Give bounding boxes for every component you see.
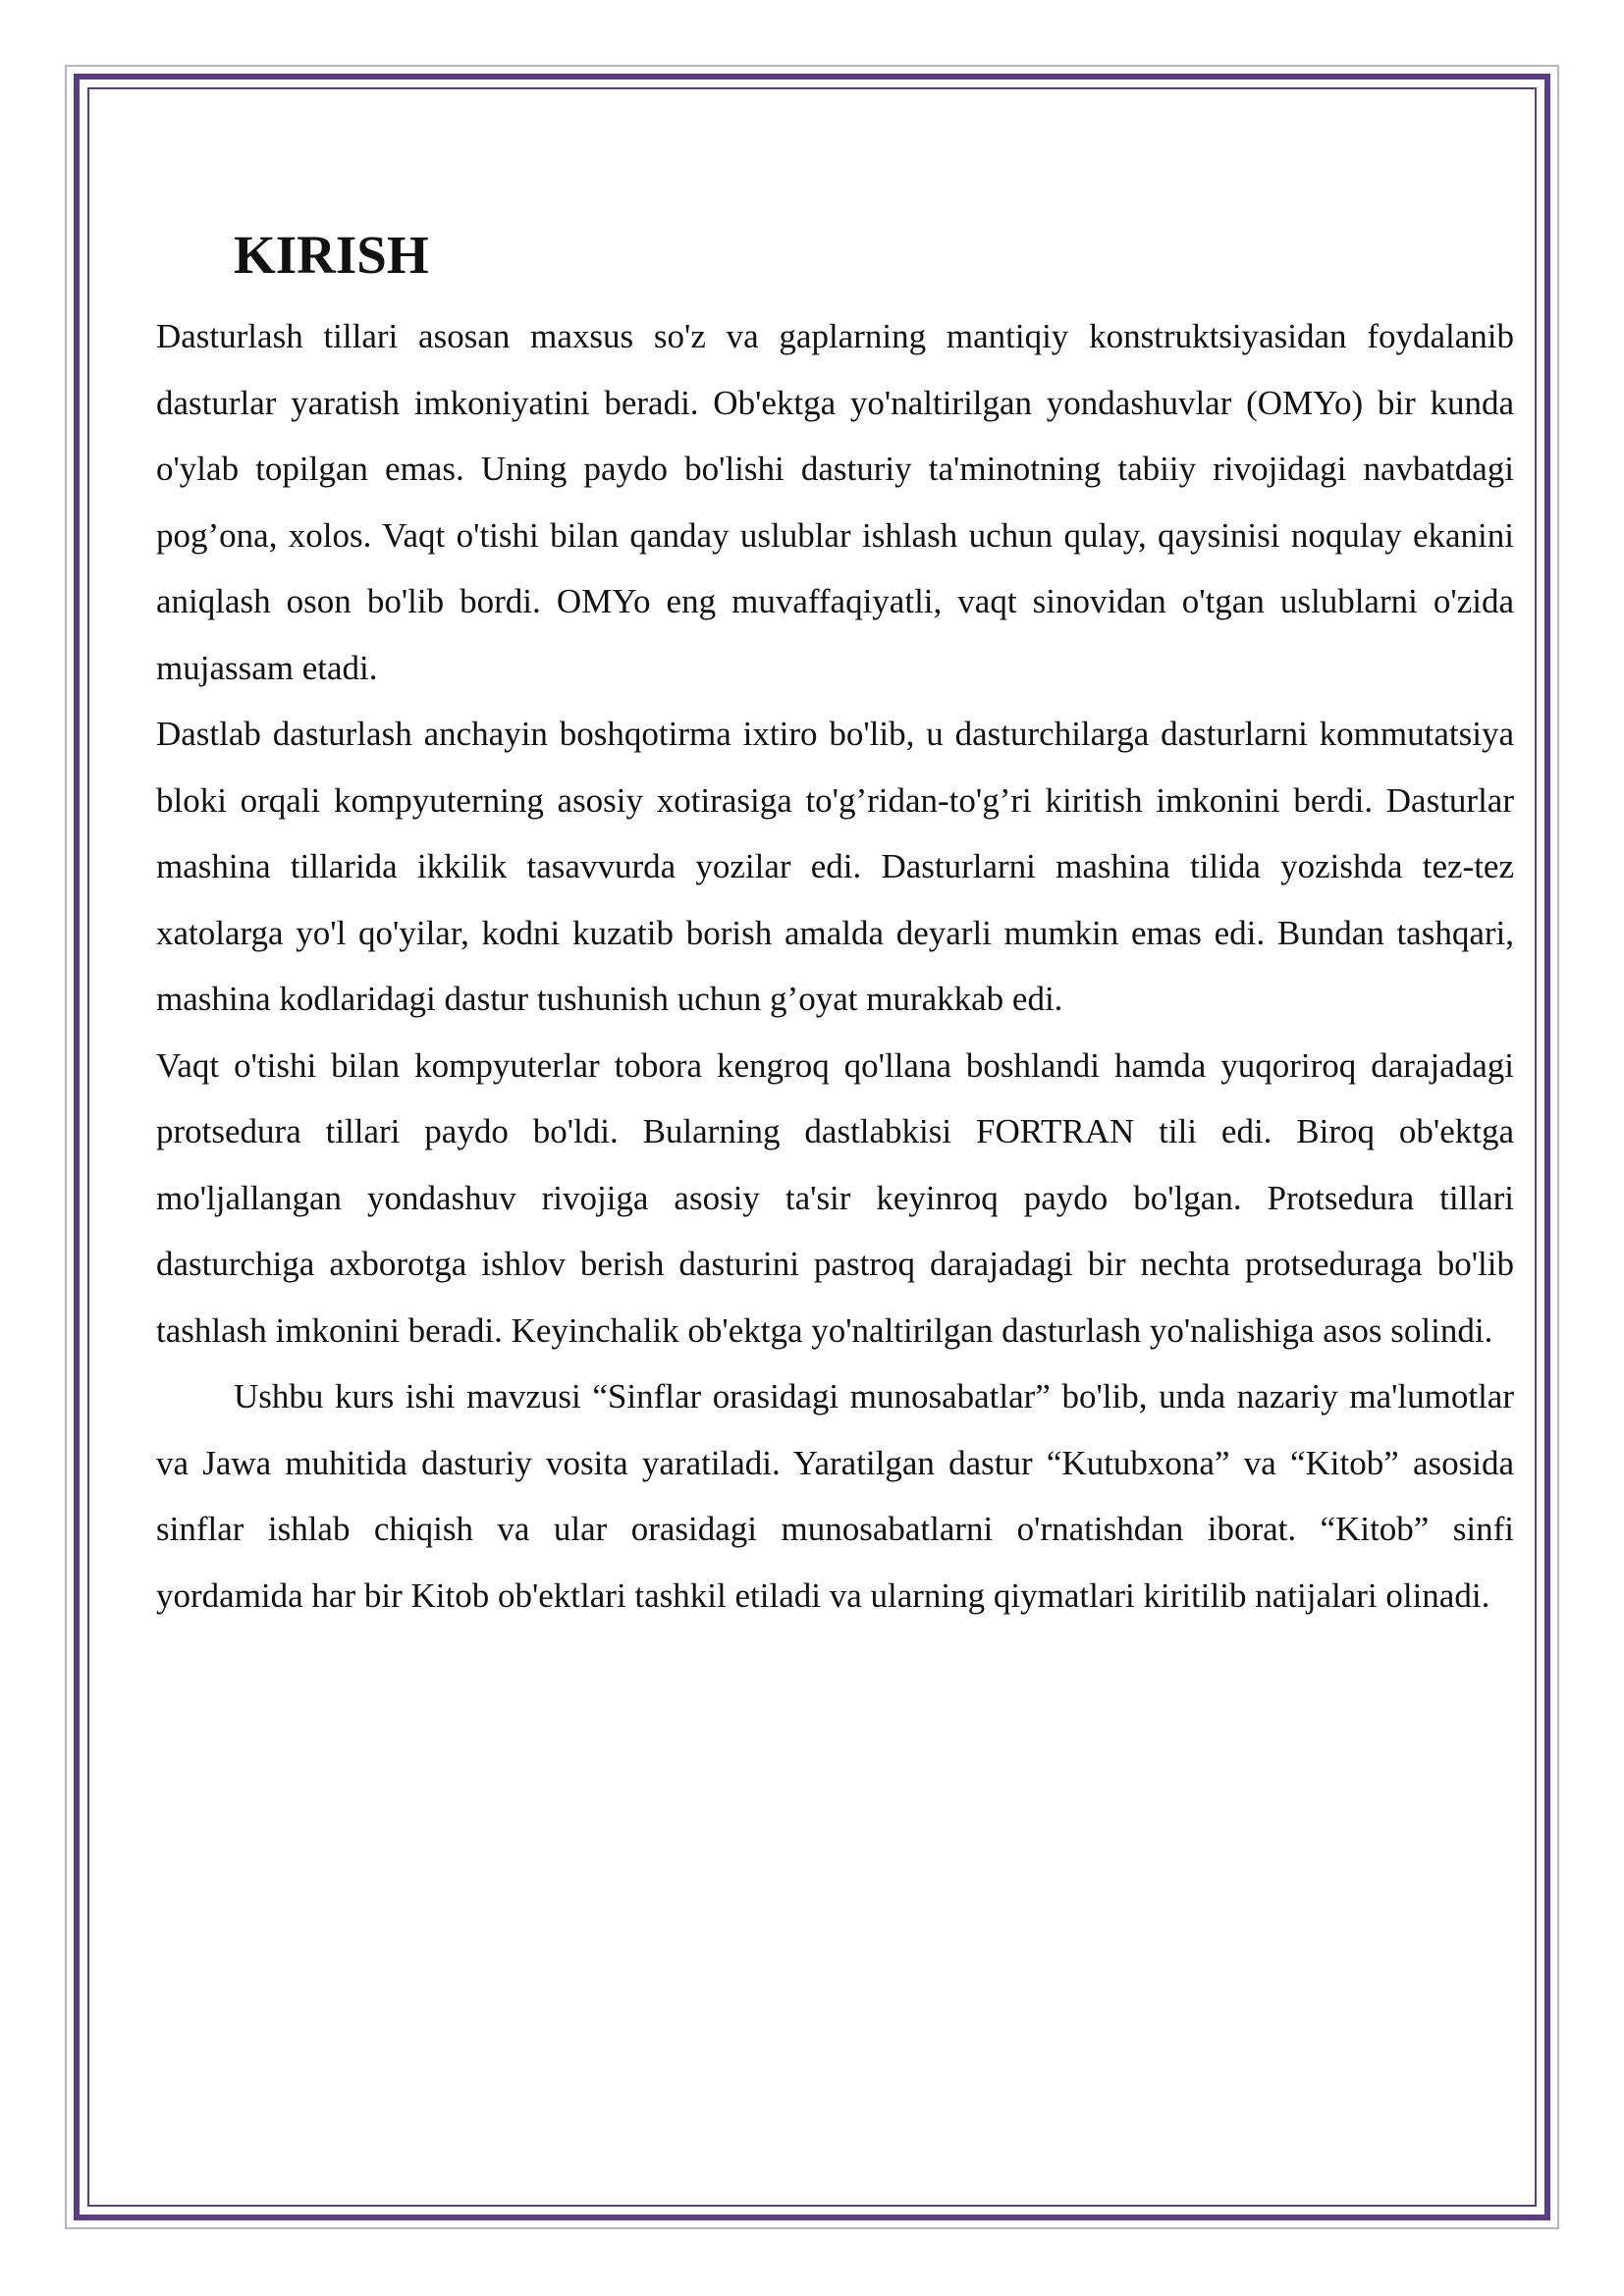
document-body — [156, 221, 1514, 1629]
paragraph-2: Dastlab dasturlash anchayin boshqotirma ixtiro bo'lib, u dasturchilarga dasturlarni kommutatsiya bloki orqali kompyuterning asosiy xotirasiga to'g’ridan-to'g’ri kiritish imkonini berdi. Dasturlar mashina tillarida ikkilik tasavvurda yozilar edi. Dasturlarni mashina tilida yozishda tez-tez xatolarga yo'l qo'yilar, kodni kuzatib borish amalda deyarli mumkin emas edi. Bundan tashqari, mashina kodlaridagi dastur tushunish uchun g’oyat murakkab edi. — [156, 715, 1514, 1018]
paragraph-1: Dasturlash tillari asosan maxsus so'z va gaplarning mantiqiy konstruktsiyasidan foydalanib dasturlar yaratish imkoniyatini beradi. Ob'ektga yo'naltirilgan yondashuvlar (OMYo) bir kunda o'ylab topilgan emas. Uning paydo bo'lishi dasturiy ta'minotning tabiiy rivojidagi navbatdagi pog’ona, xolos. Vaqt o'tishi bilan qanday uslublar ishlash uchun qulay, qaysinisi noqulay ekanini aniqlash oson bo'lib bordi. OMYo eng muvaffaqiyatli, vaqt sinovidan o'tgan uslublarni o'zida mujassam etadi. — [156, 317, 1514, 687]
paragraph-3: Vaqt o'tishi bilan kompyuterlar tobora kengroq qo'llana boshlandi hamda yuqoriroq darajadagi protsedura tillari paydo bo'ldi. Bularning dastlabkisi FORTRAN tili edi. Biroq ob'ektga mo'ljallangan yondashuv rivojiga asosiy ta'sir keyinroq paydo bo'lgan. Protsedura tillari dasturchiga axborotga ishlov berish dasturini pastroq darajadagi bir nechta protseduraga bo'lib tashlash imkonini beradi. Keyinchalik ob'ektga yo'naltirilgan dasturlash yo'nalishiga asos solindi. — [156, 1045, 1514, 1350]
section-heading: KIRISH — [234, 225, 429, 285]
paragraph-4: Ushbu kurs ishi mavzusi “Sinflar orasidagi munosabatlar” bo'lib, unda nazariy ma'lumotlar va Jawa muhitida dasturiy vosita yaratiladi. Yaratilgan dastur “Kutubxona” va “Kitob” asosida sinflar ishlab chiqish va ular orasidagi munosabatlarni o'rnatishdan iborat. “Kitob” sinfi yordamida har bir Kitob ob'ektlari tashkil etiladi va ularning qiymatlari kiritilib natijalari olinadi. — [156, 1377, 1514, 1615]
